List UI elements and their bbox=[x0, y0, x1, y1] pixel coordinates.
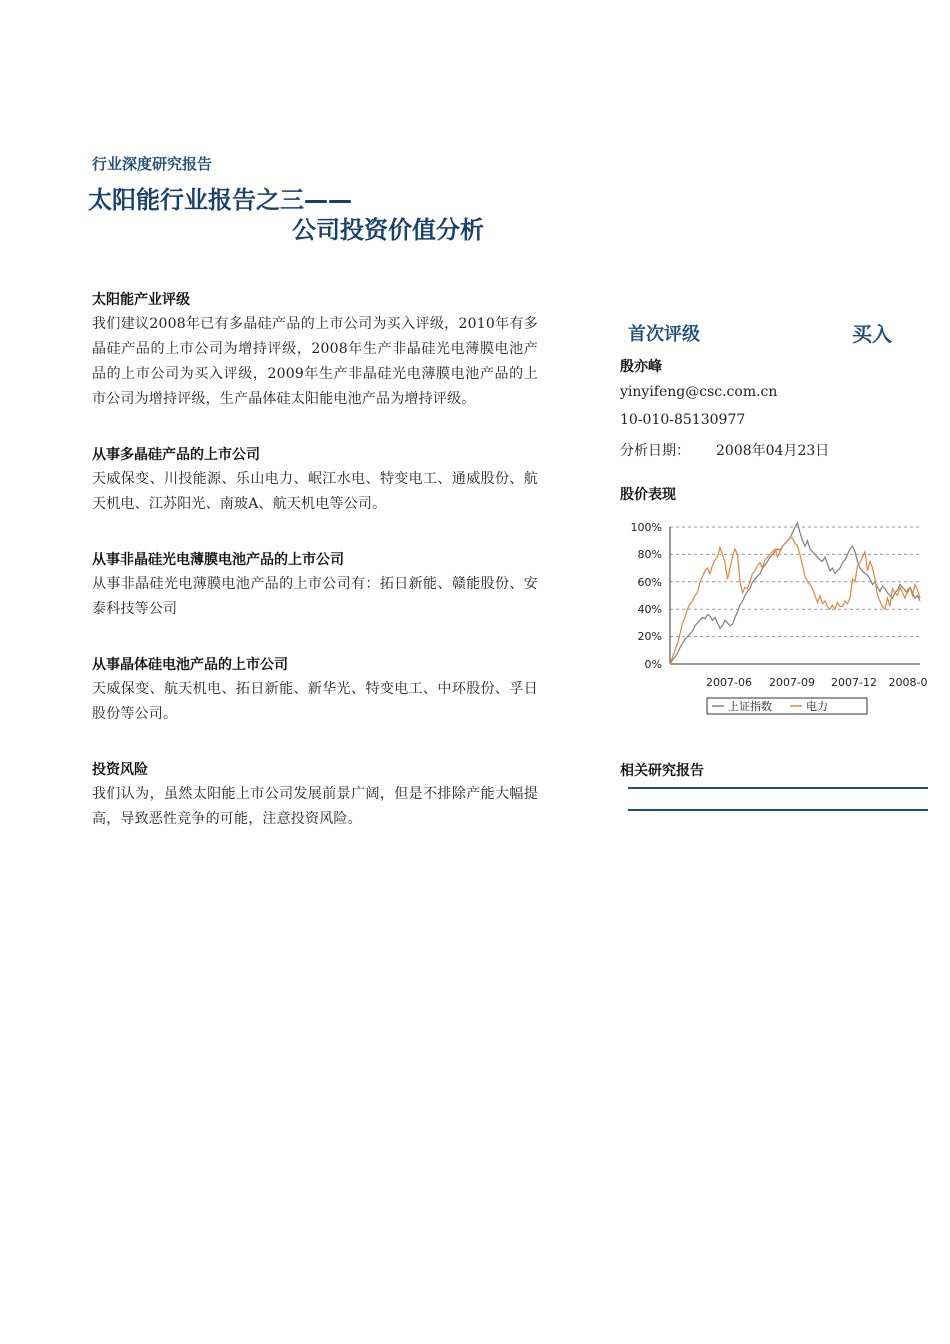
price-chart bbox=[612, 512, 928, 724]
analysis-date-label: 分析日期： bbox=[620, 443, 690, 459]
series-line-power bbox=[670, 538, 920, 664]
x-tick-label: 2007-09 bbox=[769, 676, 815, 689]
section-crystalline-companies bbox=[92, 653, 538, 727]
section-investment-risk bbox=[92, 758, 538, 832]
section-body: 从事非晶硅光电薄膜电池产品的上市公司有：拓日新能、赣能股份、安泰科技等公司 bbox=[92, 576, 538, 617]
section-polysilicon-companies bbox=[92, 443, 538, 517]
x-tick-labels bbox=[706, 676, 927, 689]
section-heading: 从事非晶硅光电薄膜电池产品的上市公司 bbox=[92, 552, 344, 568]
section-body: 天威保变、航天机电、拓日新能、新华光、特变电工、中环股份、孚日股份等公司。 bbox=[92, 681, 538, 722]
section-heading: 太阳能产业评级 bbox=[92, 292, 190, 308]
legend-label-power: 电力 bbox=[806, 700, 828, 713]
section-heading: 投资风险 bbox=[92, 762, 148, 778]
rating-value: 买入 bbox=[852, 322, 892, 346]
price-chart-svg bbox=[612, 512, 928, 720]
legend-label-index: 上证指数 bbox=[728, 700, 772, 713]
section-heading: 从事晶体硅电池产品的上市公司 bbox=[92, 657, 288, 673]
report-title-line2: 公司投资价值分析 bbox=[292, 216, 484, 244]
chart-series bbox=[670, 523, 920, 664]
y-tick-label: 0% bbox=[644, 658, 662, 671]
analysis-date-row bbox=[620, 440, 829, 460]
divider-bottom bbox=[628, 809, 928, 811]
y-tick-label: 40% bbox=[637, 603, 662, 616]
analyst-email: yinyifeng@csc.com.cn bbox=[620, 384, 778, 400]
section-industry-rating bbox=[92, 288, 538, 412]
main-content bbox=[92, 288, 538, 863]
section-heading: 从事多晶硅产品的上市公司 bbox=[92, 447, 260, 463]
section-thin-film-companies bbox=[92, 548, 538, 622]
analyst-name: 殷亦峰 bbox=[620, 359, 662, 375]
x-tick-label: 2007-06 bbox=[706, 676, 752, 689]
section-body: 我们建议2008年已有多晶硅产品的上市公司为买入评级，2010年有多晶硅产品的上市公司为增持评级，2008年生产非晶硅光电薄膜电池产品的上市公司为买入评级，2009年生产非晶硅光电薄膜电池产品的上市公司为增持评级，生产晶体硅太阳能电池产品为增持评级。 bbox=[92, 316, 538, 407]
y-tick-label: 80% bbox=[637, 548, 662, 561]
section-body: 我们认为，虽然太阳能上市公司发展前景广阔，但是不排除产能大幅提高，导致恶性竞争的可能，注意投资风险。 bbox=[92, 786, 538, 827]
y-tick-label: 20% bbox=[637, 630, 662, 643]
x-tick-label: 2007-12 bbox=[831, 676, 877, 689]
report-title-line1: 太阳能行业报告之三—— bbox=[88, 186, 352, 214]
price-performance-heading: 股价表现 bbox=[620, 487, 676, 503]
related-reports-heading: 相关研究报告 bbox=[620, 763, 704, 779]
report-type-label: 行业深度研究报告 bbox=[92, 155, 213, 173]
x-tick-label: 2008-0 bbox=[888, 676, 928, 689]
chart-grid bbox=[670, 527, 920, 664]
section-body: 天威保变、川投能源、乐山电力、岷江水电、特变电工、通威股份、航天机电、江苏阳光、南玻A、航天机电等公司。 bbox=[92, 471, 538, 512]
y-tick-labels bbox=[631, 521, 662, 671]
y-tick-label: 100% bbox=[630, 521, 662, 534]
chart-legend bbox=[707, 698, 867, 714]
analyst-phone: 10-010-85130977 bbox=[620, 412, 746, 428]
divider-top bbox=[628, 787, 928, 789]
analysis-date-value: 2008年04月23日 bbox=[716, 443, 830, 459]
y-tick-label: 60% bbox=[637, 576, 662, 589]
rating-label: 首次评级 bbox=[628, 324, 700, 345]
